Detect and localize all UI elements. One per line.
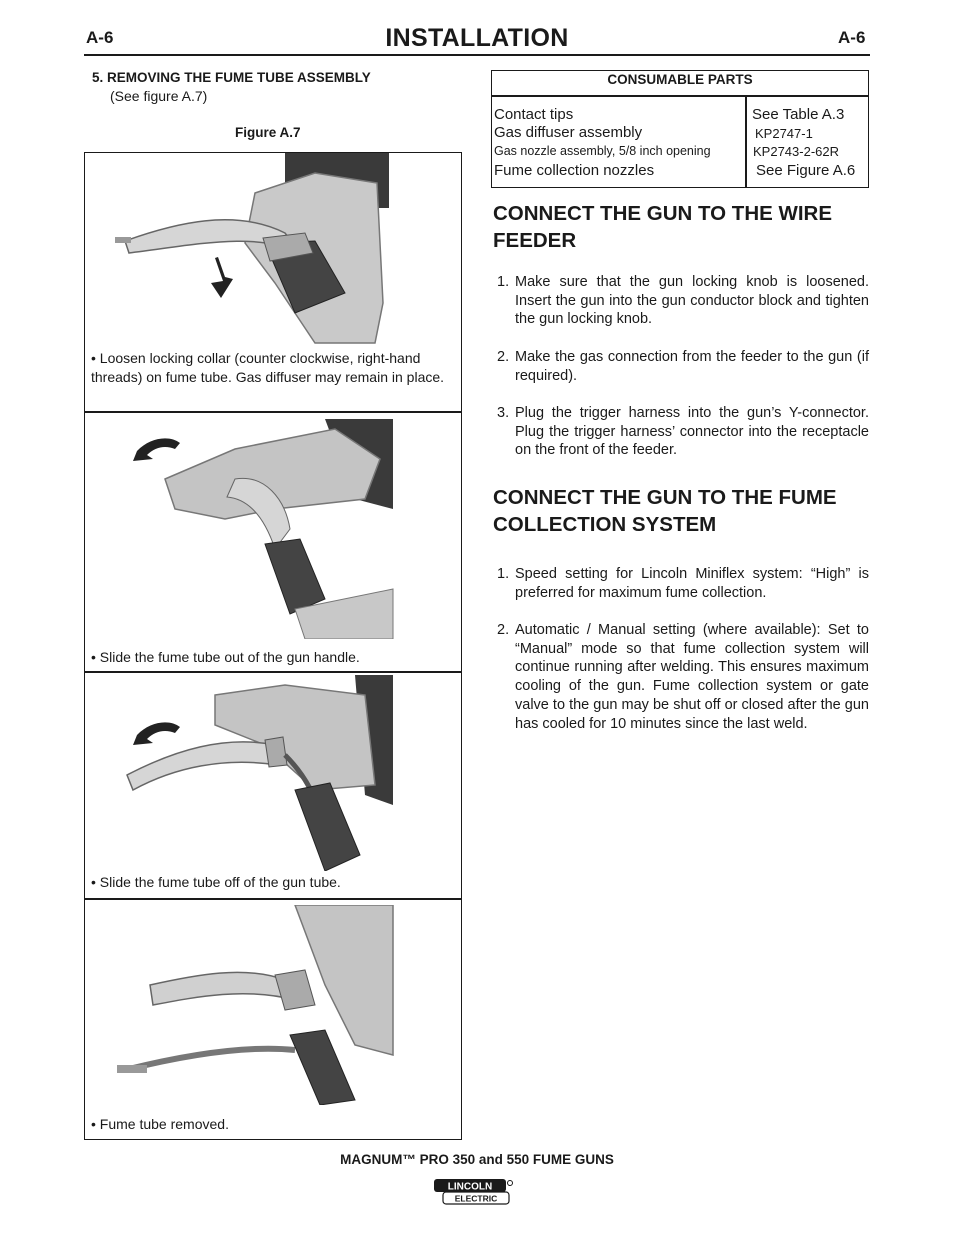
table-row-part: See Table A.3 <box>752 106 845 123</box>
list-item-text: Speed setting for Lincoln Miniflex system: “High” is preferred for maximum fume collection. <box>515 566 869 601</box>
panel-divider <box>85 671 461 673</box>
table-row-name: Fume collection nozzles <box>494 162 655 179</box>
table-title: CONSUMABLE PARTS <box>607 72 753 87</box>
step-5-title: 5. REMOVING THE FUME TUBE ASSEMBLY <box>92 70 371 85</box>
photo-slide-out-handle <box>115 419 395 639</box>
photo-fume-tube-removed <box>115 905 395 1105</box>
caption-slide-out-handle: • Slide the fume tube out of the gun handle. <box>91 649 360 665</box>
page-title: INSTALLATION <box>385 24 569 52</box>
list-item-text: Make sure that the gun locking knob is loosened. Insert the gun into the gun conductor block and tighten the gun locking knob. <box>515 274 869 328</box>
list-item <box>497 404 869 460</box>
figure-label: Figure A.7 <box>235 125 301 140</box>
caption-loosen-collar: • Loosen locking collar (counter clockwise, right-hand threads) on fume tube. Gas diffuser may remain in place. <box>91 350 445 385</box>
header-rule <box>84 54 870 56</box>
photo-loosen-collar <box>115 153 390 345</box>
heading-fume-collection: CONNECT THE GUN TO THE FUME COLLECTION SYSTEM <box>493 486 837 536</box>
table-row-part: KP2747-1 <box>755 126 813 141</box>
caption-slide-off-gun-tube: • Slide the fume tube off of the gun tube. <box>91 874 341 890</box>
consumable-parts-table <box>491 70 869 188</box>
table-rule <box>492 95 868 97</box>
table-row-name: Gas nozzle assembly, 5/8 inch opening <box>494 144 711 158</box>
photo-slide-off-gun-tube <box>115 675 395 871</box>
list-item <box>497 565 869 602</box>
list-item-number: 2. <box>497 622 510 638</box>
list-item-text: Plug the trigger harness into the gun’s Y-connector. Plug the trigger harness’ connector into the receptacle on the front of the feeder. <box>515 405 869 459</box>
list-item-text: Make the gas connection from the feeder to the gun (if required). <box>515 349 869 384</box>
list-item-number: 1. <box>497 274 510 290</box>
table-row-part: See Figure A.6 <box>756 162 856 179</box>
heading-wire-feeder: CONNECT THE GUN TO THE WIRE FEEDER <box>493 202 833 252</box>
list-item-number: 1. <box>497 566 510 582</box>
list-item-number: 2. <box>497 349 510 365</box>
caption-fume-tube-removed: • Fume tube removed. <box>91 1116 229 1132</box>
page-number-left: A-6 <box>86 28 114 47</box>
list-item-text: Automatic / Manual setting (where available): Set to “Manual” mode so that fume collection system will continue running after welding. This ensures maximum cooling of the gun. Fume collection system or gate valve to the gun may be shut off or closed after the gun has cooled for 10 minutes since the last weld. <box>515 622 869 732</box>
list-item-number: 3. <box>497 405 510 421</box>
table-row-name: Gas diffuser assembly <box>494 124 643 141</box>
table-row-part: KP2743-2-62R <box>753 144 839 159</box>
footer-product-title: MAGNUM™ PRO 350 and 550 FUME GUNS <box>340 1152 614 1167</box>
list-item <box>497 621 869 733</box>
list-item <box>497 273 869 329</box>
svg-text:ELECTRIC: ELECTRIC <box>454 1193 498 1204</box>
table-column-divider <box>745 95 747 188</box>
panel-divider <box>85 411 461 413</box>
table-row-name: Contact tips <box>494 106 574 123</box>
panel-divider <box>85 898 461 900</box>
figure-a7-box <box>84 152 462 1140</box>
lincoln-electric-logo <box>433 1178 515 1206</box>
svg-text:LINCOLN: LINCOLN <box>447 1181 493 1193</box>
list-item <box>497 348 869 385</box>
page-number-right: A-6 <box>838 28 866 47</box>
step-5-subtitle: (See figure A.7) <box>110 88 208 104</box>
